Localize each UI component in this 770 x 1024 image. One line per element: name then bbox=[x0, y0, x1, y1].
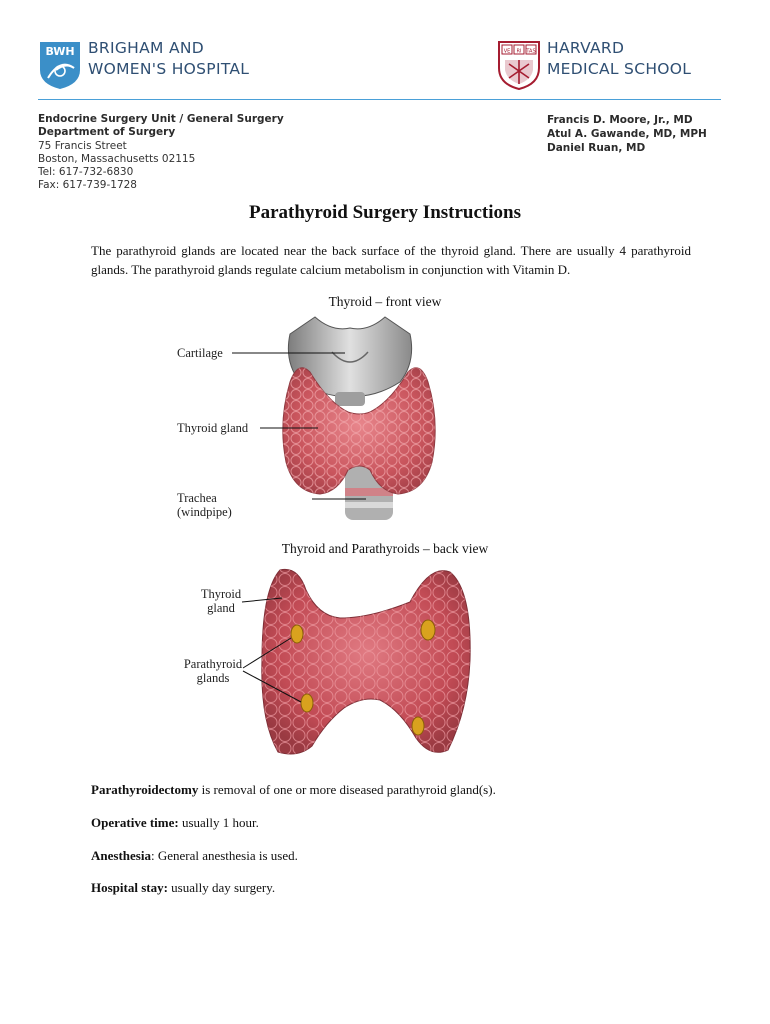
harvard-medical-school-name: HARVARD MEDICAL SCHOOL bbox=[547, 39, 692, 78]
header-divider bbox=[38, 99, 721, 100]
anesthesia: Anesthesia: General anesthesia is used. bbox=[91, 848, 298, 863]
label-parathyroid-glands: Parathyroid glands bbox=[183, 657, 243, 685]
department-name: Department of Surgery bbox=[38, 126, 176, 139]
operative-time: Operative time: usually 1 hour. bbox=[91, 815, 259, 830]
bwh-hospital-name: BRIGHAM AND WOMEN'S HOSPITAL bbox=[88, 39, 250, 78]
telephone: Tel: 617-732-6830 bbox=[38, 166, 134, 179]
hospital-stay: Hospital stay: usually day surgery. bbox=[91, 880, 276, 895]
bwh-logo bbox=[38, 40, 82, 90]
doctor-name: Daniel Ruan, MD bbox=[547, 142, 646, 154]
unit-name: Endocrine Surgery Unit / General Surgery bbox=[38, 113, 284, 125]
svg-text:TAS: TAS bbox=[526, 48, 536, 55]
svg-text:BWH: BWH bbox=[45, 45, 75, 58]
doctor-name: Atul A. Gawande, MD, MPH bbox=[547, 128, 707, 140]
page-title: Parathyroid Surgery Instructions bbox=[249, 202, 521, 223]
intro-paragraph: The parathyroid glands are located near the back surface of the thyroid gland. There are usually 4 parathyroid glands. The parathyroid glands regulate calcium metabolism in conjunction with Vitamin D. bbox=[91, 243, 691, 277]
label-cartilage: Cartilage bbox=[177, 346, 223, 360]
harvard-shield-logo bbox=[497, 40, 541, 90]
city: Boston, Massachusetts 02115 bbox=[38, 152, 196, 165]
back-view-caption: Thyroid and Parathyroids – back view bbox=[281, 541, 489, 556]
doctor-list bbox=[547, 113, 707, 155]
front-view-caption: Thyroid – front view bbox=[328, 294, 442, 309]
doctor-name: Francis D. Moore, Jr., MD bbox=[547, 114, 693, 126]
department-address bbox=[38, 113, 284, 193]
fax: Fax: 617-739-1728 bbox=[38, 179, 137, 192]
svg-text:RI: RI bbox=[516, 48, 522, 55]
label-trachea: Trachea bbox=[177, 491, 217, 505]
label-thyroid: Thyroid gland bbox=[200, 587, 242, 615]
parathyroidectomy-definition: Parathyroidectomy is removal of one or more diseased parathyroid gland(s). bbox=[91, 782, 496, 797]
label-windpipe: (windpipe) bbox=[177, 505, 232, 519]
street: 75 Francis Street bbox=[38, 139, 127, 152]
svg-text:VE: VE bbox=[503, 48, 511, 55]
label-thyroid-gland: Thyroid gland bbox=[177, 421, 249, 435]
